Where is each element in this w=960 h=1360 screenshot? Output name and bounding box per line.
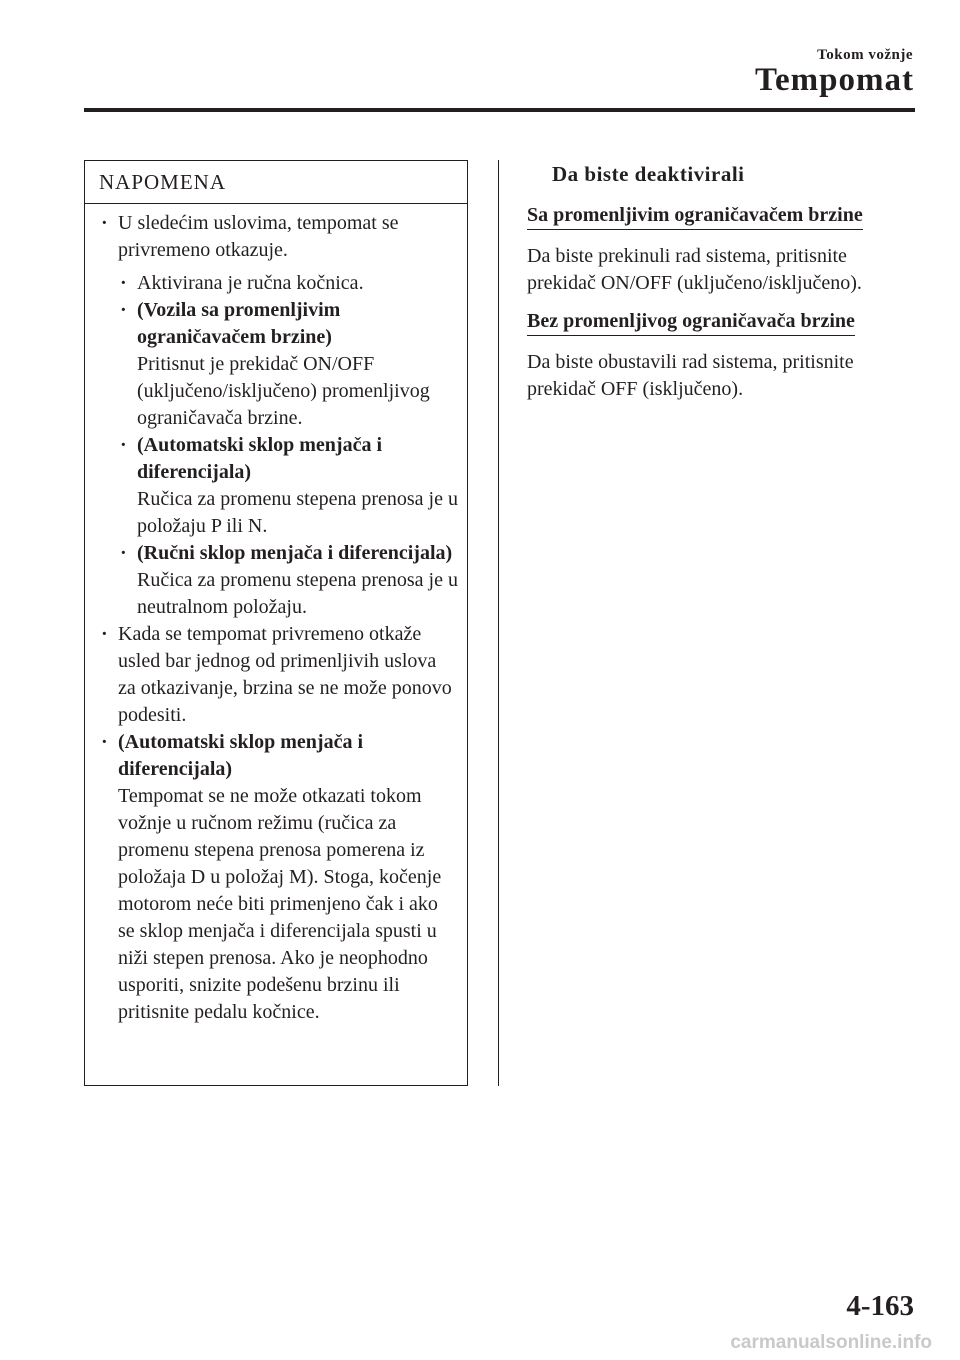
- condition-text: Ručica za promenu stepena prenosa je u neutralnom položaju.: [137, 569, 458, 618]
- header-divider: [84, 108, 915, 112]
- note-bullet-manual-mode: [99, 729, 459, 1026]
- deactivate-section: [527, 159, 917, 403]
- note-bullet-conditions: [99, 210, 459, 621]
- condition-text: · Aktivirana je ručna kočnica.: [137, 272, 364, 294]
- watermark: carmanualsonline.info: [730, 1332, 932, 1353]
- condition-qualifier: · (Vozila sa promenljivim ograničavačem brzine): [137, 299, 341, 348]
- page-title: Tempomat: [755, 62, 914, 98]
- note-qualifier: · (Automatski sklop menjača i diferencijala): [118, 731, 364, 780]
- paragraph-with-limiter: Da biste prekinuli rad sistema, pritisnite prekidač ON/OFF (uključeno/isključeno).: [527, 245, 862, 294]
- note-heading: NAPOMENA: [85, 161, 467, 204]
- condition-item: [118, 270, 459, 297]
- page-number: 4-163: [846, 1290, 914, 1322]
- subheading-without-limiter: Bez promenljivog ograničavača brzine: [527, 309, 855, 336]
- note-text: · Kada se tempomat privremeno otkaže usled bar jednog od primenljivih uslova za otkazivanje, brzina se ne može ponovo podesiti.: [118, 623, 452, 726]
- condition-text: Pritisnut je prekidač ON/OFF (uključeno/isključeno) promenljivog ograničavača brzine.: [137, 353, 430, 429]
- column-divider: [498, 160, 499, 1086]
- condition-qualifier: · (Ručni sklop menjača i diferencijala): [137, 542, 453, 564]
- condition-item: [118, 297, 459, 432]
- condition-qualifier: · (Automatski sklop menjača i diferencijala): [137, 434, 383, 483]
- note-body: [85, 204, 467, 1026]
- condition-item: [118, 432, 459, 540]
- note-bullet-reset: [99, 621, 459, 729]
- subheading-with-limiter: Sa promenljivim ograničavačem brzine: [527, 203, 863, 230]
- condition-item: [118, 540, 459, 621]
- note-intro: · U sledećim uslovima, tempomat se privremeno otkazuje.: [118, 212, 399, 261]
- section-heading: Da biste deaktivirali: [552, 162, 745, 186]
- section-label: Tokom vožnje: [817, 47, 913, 63]
- condition-text: Ručica za promenu stepena prenosa je u položaju P ili N.: [137, 488, 458, 537]
- paragraph-without-limiter: Da biste obustavili rad sistema, pritisnite prekidač OFF (isključeno).: [527, 351, 854, 400]
- note-box: [84, 160, 468, 1086]
- note-text: Tempomat se ne može otkazati tokom vožnje u ručnom režimu (ručica za promenu stepena prenosa pomerena iz položaja D u položaj M). Stoga, kočenje motorom neće biti primenjeno čak i ako se sklop menjača i diferencijala spusti u niži stepen prenosa. Ako je neophodno usporiti, snizite podešenu brzinu ili pritisnite pedalu kočnice.: [118, 785, 442, 1023]
